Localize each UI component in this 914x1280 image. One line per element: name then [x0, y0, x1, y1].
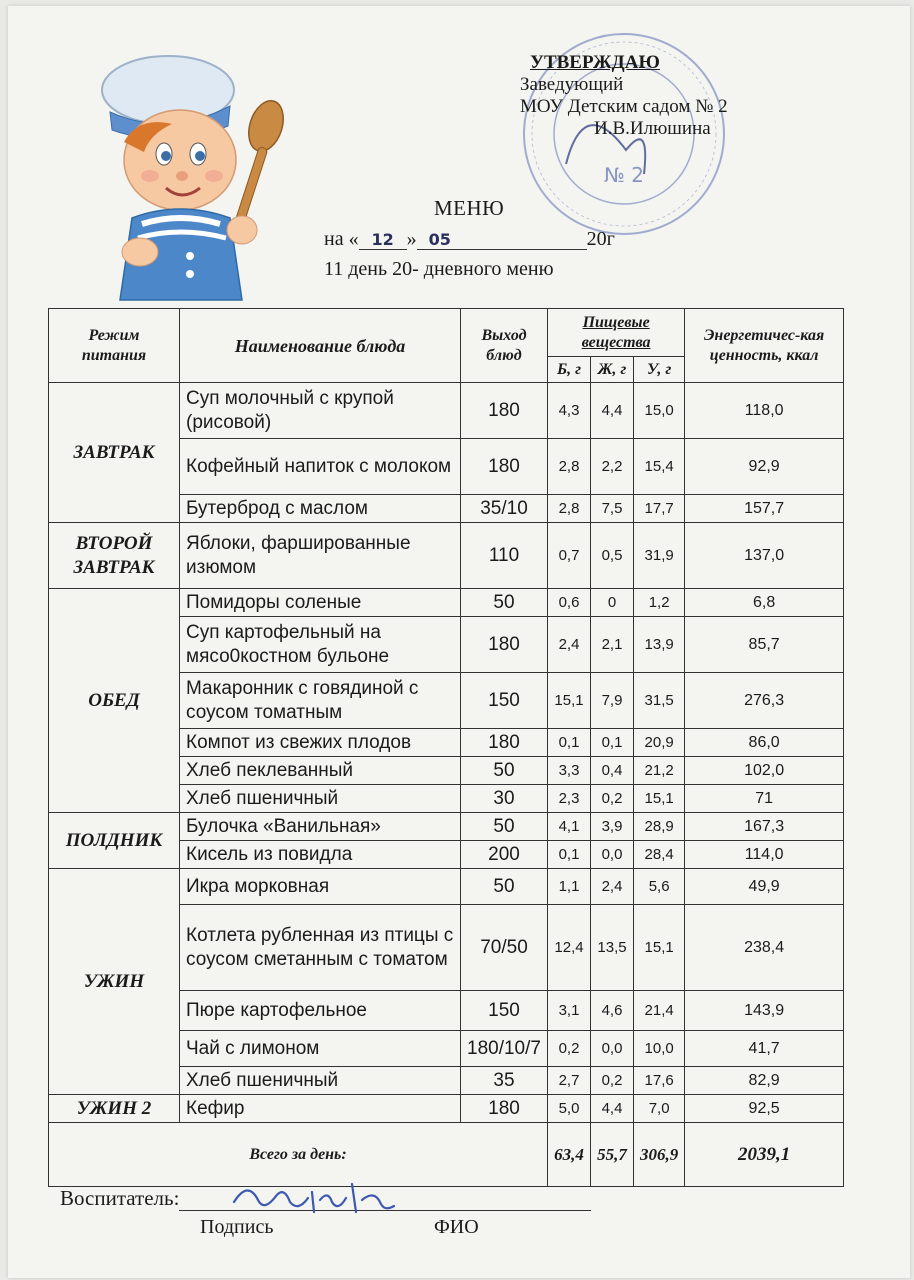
dish-output: 70/50	[461, 905, 548, 991]
dish-carbs: 31,9	[634, 523, 685, 589]
dish-fat: 0,5	[591, 523, 634, 589]
dish-fat: 4,4	[591, 1095, 634, 1123]
dish-name: Суп молочный с крупой (рисовой)	[180, 383, 461, 439]
dish-protein: 3,1	[548, 991, 591, 1031]
dish-name: Суп картофельный на мясо0костном бульоне	[180, 617, 461, 673]
dish-energy: 92,5	[685, 1095, 844, 1123]
total-carbs: 306,9	[634, 1123, 685, 1187]
date-day: 12	[359, 230, 407, 250]
dish-carbs: 13,9	[634, 617, 685, 673]
dish-output: 150	[461, 991, 548, 1031]
dish-fat: 4,4	[591, 383, 634, 439]
dish-name: Кисель из повидла	[180, 841, 461, 869]
signature-caption: Подпись	[200, 1216, 274, 1238]
dish-protein: 0,2	[548, 1031, 591, 1067]
total-protein: 63,4	[548, 1123, 591, 1187]
menu-table	[48, 308, 844, 1187]
dish-energy: 41,7	[685, 1031, 844, 1067]
date-year-suffix: г	[606, 228, 615, 250]
dish-fat: 0,0	[591, 1031, 634, 1067]
dish-name: Компот из свежих плодов	[180, 729, 461, 757]
total-fat: 55,7	[591, 1123, 634, 1187]
dish-carbs: 28,4	[634, 841, 685, 869]
dish-protein: 2,8	[548, 439, 591, 495]
dish-carbs: 21,2	[634, 757, 685, 785]
dish-output: 50	[461, 869, 548, 905]
dish-output: 180	[461, 439, 548, 495]
dish-energy: 238,4	[685, 905, 844, 991]
dish-energy: 86,0	[685, 729, 844, 757]
dish-output: 50	[461, 813, 548, 841]
dish-name: Булочка «Ванильная»	[180, 813, 461, 841]
approval-title: УТВЕРЖДАЮ	[530, 52, 660, 73]
dish-fat: 7,9	[591, 673, 634, 729]
col-header-regime: Режим питания	[49, 309, 180, 383]
dish-name: Хлеб пеклеванный	[180, 757, 461, 785]
table-row	[49, 383, 844, 439]
dish-output: 180/10/7	[461, 1031, 548, 1067]
dish-name: Яблоки, фаршированные изюмом	[180, 523, 461, 589]
dish-fat: 3,9	[591, 813, 634, 841]
dish-protein: 12,4	[548, 905, 591, 991]
dish-energy: 82,9	[685, 1067, 844, 1095]
dish-carbs: 15,4	[634, 439, 685, 495]
dish-energy: 71	[685, 785, 844, 813]
dish-carbs: 17,6	[634, 1067, 685, 1095]
approval-block	[520, 52, 880, 140]
menu-sheet	[8, 6, 910, 1278]
dish-output: 50	[461, 757, 548, 785]
dish-energy: 102,0	[685, 757, 844, 785]
meal-name: ЗАВТРАК	[49, 383, 180, 523]
dish-protein: 15,1	[548, 673, 591, 729]
total-row	[49, 1123, 844, 1187]
dish-output: 110	[461, 523, 548, 589]
dish-protein: 2,8	[548, 495, 591, 523]
meal-name: ОБЕД	[49, 589, 180, 813]
table-row	[49, 589, 844, 617]
dish-name: Котлета рубленная из птицы с соусом сметанным с томатом	[180, 905, 461, 991]
dish-energy: 6,8	[685, 589, 844, 617]
dish-protein: 5,0	[548, 1095, 591, 1123]
dish-carbs: 7,0	[634, 1095, 685, 1123]
menu-date	[324, 228, 615, 251]
dish-output: 150	[461, 673, 548, 729]
dish-output: 35/10	[461, 495, 548, 523]
dish-carbs: 21,4	[634, 991, 685, 1031]
dish-carbs: 15,1	[634, 785, 685, 813]
dish-energy: 167,3	[685, 813, 844, 841]
approval-organization: МОУ Детским садом № 2	[520, 96, 728, 117]
dish-fat: 2,4	[591, 869, 634, 905]
dish-fat: 4,6	[591, 991, 634, 1031]
dish-protein: 4,3	[548, 383, 591, 439]
dish-fat: 0,1	[591, 729, 634, 757]
dish-output: 180	[461, 617, 548, 673]
name-caption: ФИО	[434, 1216, 479, 1238]
dish-protein: 1,1	[548, 869, 591, 905]
dish-name: Кофейный напиток с молоком	[180, 439, 461, 495]
dish-energy: 92,9	[685, 439, 844, 495]
dish-fat: 0,4	[591, 757, 634, 785]
meal-name: ПОЛДНИК	[49, 813, 180, 869]
dish-name: Хлеб пшеничный	[180, 1067, 461, 1095]
dish-energy: 114,0	[685, 841, 844, 869]
menu-day-subtitle: 11 день 20- дневного меню	[324, 258, 554, 280]
col-header-nutrients: Пищевые вещества	[548, 309, 685, 357]
dish-protein: 2,7	[548, 1067, 591, 1095]
date-month: 05	[417, 230, 587, 250]
dish-fat: 7,5	[591, 495, 634, 523]
dish-output: 35	[461, 1067, 548, 1095]
dish-carbs: 10,0	[634, 1031, 685, 1067]
dish-carbs: 1,2	[634, 589, 685, 617]
dish-name: Чай с лимоном	[180, 1031, 461, 1067]
dish-carbs: 15,0	[634, 383, 685, 439]
dish-protein: 0,6	[548, 589, 591, 617]
total-label: Всего за день:	[49, 1123, 548, 1187]
col-header-output: Выход блюд	[461, 309, 548, 383]
dish-carbs: 5,6	[634, 869, 685, 905]
dish-fat: 0	[591, 589, 634, 617]
dish-output: 180	[461, 729, 548, 757]
dish-carbs: 31,5	[634, 673, 685, 729]
dish-energy: 85,7	[685, 617, 844, 673]
dish-output: 30	[461, 785, 548, 813]
dish-output: 180	[461, 1095, 548, 1123]
dish-energy: 49,9	[685, 869, 844, 905]
dish-energy: 118,0	[685, 383, 844, 439]
stamp-number: № 2	[604, 163, 644, 187]
dish-name: Икра морковная	[180, 869, 461, 905]
meal-name: ВТОРОЙ ЗАВТРАК	[49, 523, 180, 589]
col-header-carbs: У, г	[634, 357, 685, 383]
dish-name: Бутерброд с маслом	[180, 495, 461, 523]
dish-protein: 0,1	[548, 841, 591, 869]
dish-fat: 0,2	[591, 785, 634, 813]
dish-name: Макаронник с говядиной с соусом томатным	[180, 673, 461, 729]
dish-protein: 0,7	[548, 523, 591, 589]
caregiver-label: Воспитатель:	[60, 1186, 180, 1210]
table-row	[49, 869, 844, 905]
date-mid: »	[406, 228, 417, 250]
dish-fat: 0,0	[591, 841, 634, 869]
dish-fat: 2,2	[591, 439, 634, 495]
dish-fat: 13,5	[591, 905, 634, 991]
col-header-protein: Б, г	[548, 357, 591, 383]
table-row	[49, 523, 844, 589]
dish-energy: 143,9	[685, 991, 844, 1031]
dish-protein: 2,4	[548, 617, 591, 673]
handwritten-signature	[228, 1172, 398, 1222]
menu-table-body	[49, 383, 844, 1123]
col-header-energy: Энергетичес-кая ценность, ккал	[685, 309, 844, 383]
dish-name: Помидоры соленые	[180, 589, 461, 617]
approval-position: Заведующий	[520, 74, 624, 95]
date-year: 20	[586, 228, 607, 250]
total-energy: 2039,1	[685, 1123, 844, 1187]
dish-protein: 2,3	[548, 785, 591, 813]
dish-carbs: 17,7	[634, 495, 685, 523]
dish-energy: 157,7	[685, 495, 844, 523]
dish-fat: 2,1	[591, 617, 634, 673]
dish-output: 200	[461, 841, 548, 869]
dish-carbs: 20,9	[634, 729, 685, 757]
col-header-dish: Наименование блюда	[180, 309, 461, 383]
table-row	[49, 1095, 844, 1123]
approval-person: И.В.Илюшина	[594, 118, 711, 139]
dish-output: 50	[461, 589, 548, 617]
dish-protein: 4,1	[548, 813, 591, 841]
dish-protein: 0,1	[548, 729, 591, 757]
table-row	[49, 813, 844, 841]
dish-carbs: 28,9	[634, 813, 685, 841]
date-prefix: на «	[324, 228, 359, 250]
dish-fat: 0,2	[591, 1067, 634, 1095]
dish-energy: 276,3	[685, 673, 844, 729]
menu-title: МЕНЮ	[434, 196, 505, 220]
dish-energy: 137,0	[685, 523, 844, 589]
dish-name: Хлеб пшеничный	[180, 785, 461, 813]
dish-name: Кефир	[180, 1095, 461, 1123]
dish-output: 180	[461, 383, 548, 439]
meal-name: УЖИН	[49, 869, 180, 1095]
chef-boy-illustration	[80, 42, 300, 304]
dish-protein: 3,3	[548, 757, 591, 785]
meal-name: УЖИН 2	[49, 1095, 180, 1123]
col-header-fat: Ж, г	[591, 357, 634, 383]
dish-name: Пюре картофельное	[180, 991, 461, 1031]
dish-carbs: 15,1	[634, 905, 685, 991]
